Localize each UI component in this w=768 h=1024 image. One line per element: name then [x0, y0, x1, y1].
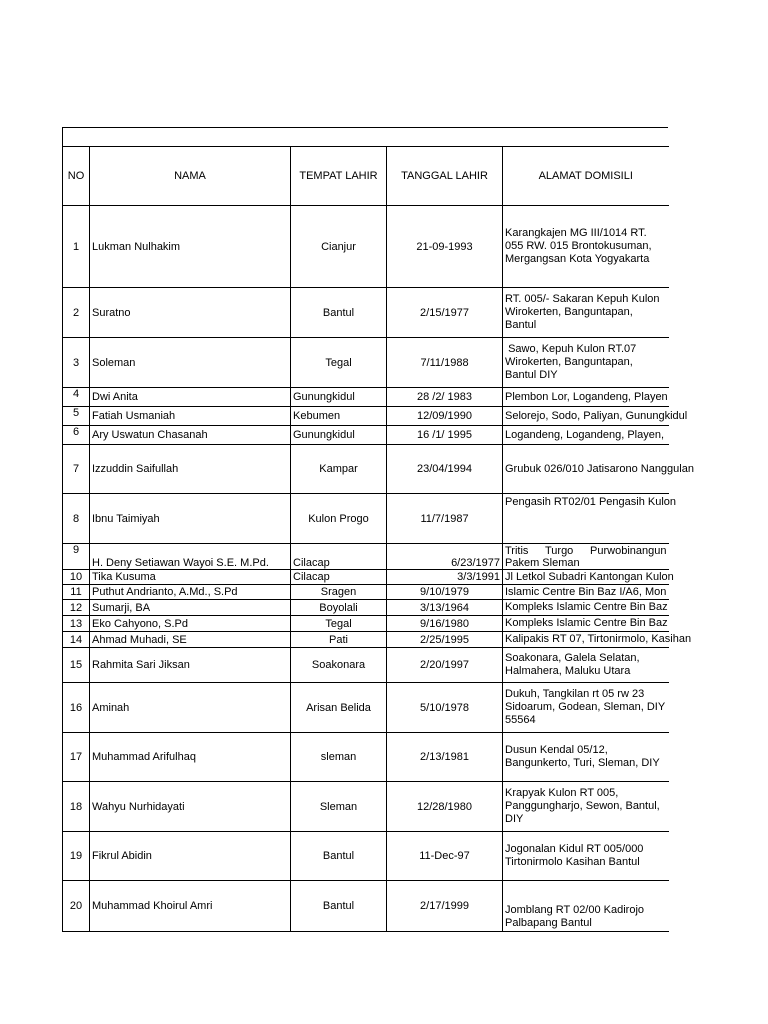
- cell-alamat: Selorejo, Sodo, Paliyan, Gunungkidul: [503, 407, 669, 426]
- cell-no: 13: [63, 616, 90, 632]
- header-alamat-domisili: ALAMAT DOMISILI: [503, 147, 669, 206]
- cell-tempat-lahir: Arisan Belida: [291, 683, 387, 733]
- cell-alamat: Soakonara, Galela Selatan, Halmahera, Maluku Utara: [503, 648, 669, 683]
- cell-no: 17: [63, 733, 90, 782]
- cell-nama: Ary Uswatun Chasanah: [90, 426, 291, 445]
- cell-tanggal-lahir: 5/10/1978: [387, 683, 503, 733]
- cell-tempat-lahir: Gunungkidul: [291, 426, 387, 445]
- cell-tanggal-lahir: 2/13/1981: [387, 733, 503, 782]
- cell-alamat: Jogonalan Kidul RT 005/000 Tirtonirmolo Kasihan Bantul: [503, 832, 669, 881]
- table-row: [63, 206, 669, 288]
- table-row: [63, 782, 669, 832]
- cell-nama: Aminah: [90, 683, 291, 733]
- table-row: [63, 288, 669, 338]
- cell-no: 7: [63, 445, 90, 494]
- header-nama: NAMA: [90, 147, 291, 206]
- table-row: [63, 832, 669, 881]
- cell-nama: Dwi Anita: [90, 388, 291, 407]
- cell-no: 2: [63, 288, 90, 338]
- cell-nama: Soleman: [90, 338, 291, 388]
- cell-no: 6: [63, 426, 90, 445]
- cell-no: 5: [63, 407, 90, 426]
- cell-no: 20: [63, 881, 90, 932]
- cell-alamat: Kalipakis RT 07, Tirtonirmolo, Kasihan: [503, 632, 669, 648]
- table-row: [63, 407, 669, 426]
- cell-no: 4: [63, 388, 90, 407]
- cell-nama: Ibnu Taimiyah: [90, 494, 291, 544]
- cell-alamat: Pengasih RT02/01 Pengasih Kulon: [503, 494, 669, 544]
- cell-nama: Wahyu Nurhidayati: [90, 782, 291, 832]
- cell-alamat: Islamic Centre Bin Baz I/A6, Mon: [503, 585, 669, 600]
- cell-tanggal-lahir: 3/13/1964: [387, 600, 503, 616]
- cell-alamat: Dukuh, Tangkilan rt 05 rw 23 Sidoarum, Godean, Sleman, DIY 55564: [503, 683, 669, 733]
- table-row: [63, 544, 669, 570]
- table-row: [63, 632, 669, 648]
- cell-alamat: Krapyak Kulon RT 005, Panggungharjo, Sewon, Bantul, DIY: [503, 782, 669, 832]
- cell-nama: Fatiah Usmaniah: [90, 407, 291, 426]
- cell-tanggal-lahir: 6/23/1977: [387, 544, 503, 570]
- data-table: [62, 146, 694, 932]
- cell-tanggal-lahir: 9/10/1979: [387, 585, 503, 600]
- cell-tempat-lahir: Boyolali: [291, 600, 387, 616]
- cell-alamat: Grubuk 026/010 Jatisarono Nanggulan: [503, 445, 669, 494]
- cell-tempat-lahir: Kulon Progo: [291, 494, 387, 544]
- cell-tempat-lahir: Bantul: [291, 288, 387, 338]
- cell-nama: Muhammad Arifulhaq: [90, 733, 291, 782]
- cell-tempat-lahir: Sleman: [291, 782, 387, 832]
- cell-tempat-lahir: Kebumen: [291, 407, 387, 426]
- cell-tanggal-lahir: 2/17/1999: [387, 881, 503, 932]
- cell-tanggal-lahir: 21-09-1993: [387, 206, 503, 288]
- cell-alamat: RT. 005/- Sakaran Kepuh Kulon Wirokerten, Banguntapan, Bantul: [503, 288, 669, 338]
- cell-alamat: Dusun Kendal 05/12, Bangunkerto, Turi, Sleman, DIY: [503, 733, 669, 782]
- cell-alamat: Kompleks Islamic Centre Bin Baz: [503, 616, 669, 632]
- cell-no: 19: [63, 832, 90, 881]
- cell-no: 11: [63, 585, 90, 600]
- cell-nama: Tika Kusuma: [90, 570, 291, 585]
- cell-nama: Rahmita Sari Jiksan: [90, 648, 291, 683]
- cell-tanggal-lahir: 12/28/1980: [387, 782, 503, 832]
- cell-tempat-lahir: sleman: [291, 733, 387, 782]
- cell-no: 16: [63, 683, 90, 733]
- cell-tempat-lahir: Pati: [291, 632, 387, 648]
- cell-tanggal-lahir: 2/25/1995: [387, 632, 503, 648]
- cell-nama: Puthut Andrianto, A.Md., S.Pd: [90, 585, 291, 600]
- cell-alamat: Jomblang RT 02/00 Kadirojo Palbapang Bantul: [503, 881, 669, 932]
- header-row: [63, 147, 669, 206]
- cell-no: 15: [63, 648, 90, 683]
- table-row: [63, 585, 669, 600]
- header-no: NO: [63, 147, 90, 206]
- cell-no: 18: [63, 782, 90, 832]
- cell-nama: Suratno: [90, 288, 291, 338]
- cell-alamat: Logandeng, Logandeng, Playen,: [503, 426, 669, 445]
- spreadsheet: [62, 127, 694, 932]
- cell-alamat: Tritis Turgo Purwobinangun Pakem Sleman: [503, 544, 669, 570]
- cell-tempat-lahir: Cilacap: [291, 570, 387, 585]
- cell-tanggal-lahir: 7/11/1988: [387, 338, 503, 388]
- cell-nama: Muhammad Khoirul Amri: [90, 881, 291, 932]
- cell-tanggal-lahir: 11/7/1987: [387, 494, 503, 544]
- table-row: [63, 683, 669, 733]
- cell-tempat-lahir: Gunungkidul: [291, 388, 387, 407]
- cell-tanggal-lahir: 28 /2/ 1983: [387, 388, 503, 407]
- table-row: [63, 616, 669, 632]
- table-row: [63, 733, 669, 782]
- table-row: [63, 338, 669, 388]
- cell-no: 1: [63, 206, 90, 288]
- cell-nama: Izzuddin Saifullah: [90, 445, 291, 494]
- table-row: [63, 494, 669, 544]
- table-row: [63, 388, 669, 407]
- table-row: [63, 570, 669, 585]
- cell-tempat-lahir: Cilacap: [291, 544, 387, 570]
- cell-tempat-lahir: Tegal: [291, 616, 387, 632]
- table-row: [63, 600, 669, 616]
- cell-nama: Sumarji, BA: [90, 600, 291, 616]
- cell-no: 12: [63, 600, 90, 616]
- cell-tempat-lahir: Sragen: [291, 585, 387, 600]
- cell-no: 3: [63, 338, 90, 388]
- cell-no: 9: [63, 544, 90, 570]
- cell-tanggal-lahir: 23/04/1994: [387, 445, 503, 494]
- cell-tanggal-lahir: 9/16/1980: [387, 616, 503, 632]
- cell-tanggal-lahir: 16 /1/ 1995: [387, 426, 503, 445]
- cell-alamat: Kompleks Islamic Centre Bin Baz: [503, 600, 669, 616]
- cell-tanggal-lahir: 2/20/1997: [387, 648, 503, 683]
- cell-tempat-lahir: Soakonara: [291, 648, 387, 683]
- header-tanggal-lahir: TANGGAL LAHIR: [387, 147, 503, 206]
- cell-tempat-lahir: Cianjur: [291, 206, 387, 288]
- cell-tanggal-lahir: 12/09/1990: [387, 407, 503, 426]
- cell-alamat: Sawo, Kepuh Kulon RT.07 Wirokerten, Banguntapan, Bantul DIY: [503, 338, 669, 388]
- cell-tempat-lahir: Bantul: [291, 881, 387, 932]
- title-row: [62, 127, 668, 146]
- cell-nama: H. Deny Setiawan Wayoi S.E. M.Pd.: [90, 544, 291, 570]
- cell-tanggal-lahir: 3/3/1991: [387, 570, 503, 585]
- cell-nama: Lukman Nulhakim: [90, 206, 291, 288]
- table-row: [63, 881, 669, 932]
- cell-alamat: Jl Letkol Subadri Kantongan Kulon: [503, 570, 669, 585]
- table-row: [63, 648, 669, 683]
- cell-no: 10: [63, 570, 90, 585]
- cell-tanggal-lahir: 11-Dec-97: [387, 832, 503, 881]
- cell-nama: Ahmad Muhadi, SE: [90, 632, 291, 648]
- cell-no: 8: [63, 494, 90, 544]
- cell-alamat: Plembon Lor, Logandeng, Playen: [503, 388, 669, 407]
- table-row: [63, 426, 669, 445]
- cell-nama: Eko Cahyono, S.Pd: [90, 616, 291, 632]
- header-tempat-lahir: TEMPAT LAHIR: [291, 147, 387, 206]
- cell-no: 14: [63, 632, 90, 648]
- cell-tempat-lahir: Tegal: [291, 338, 387, 388]
- cell-tanggal-lahir: 2/15/1977: [387, 288, 503, 338]
- cell-tempat-lahir: Bantul: [291, 832, 387, 881]
- table-row: [63, 445, 669, 494]
- cell-nama: Fikrul Abidin: [90, 832, 291, 881]
- cell-tempat-lahir: Kampar: [291, 445, 387, 494]
- cell-alamat: Karangkajen MG III/1014 RT. 055 RW. 015 Brontokusuman, Mergangsan Kota Yogyakarta: [503, 206, 669, 288]
